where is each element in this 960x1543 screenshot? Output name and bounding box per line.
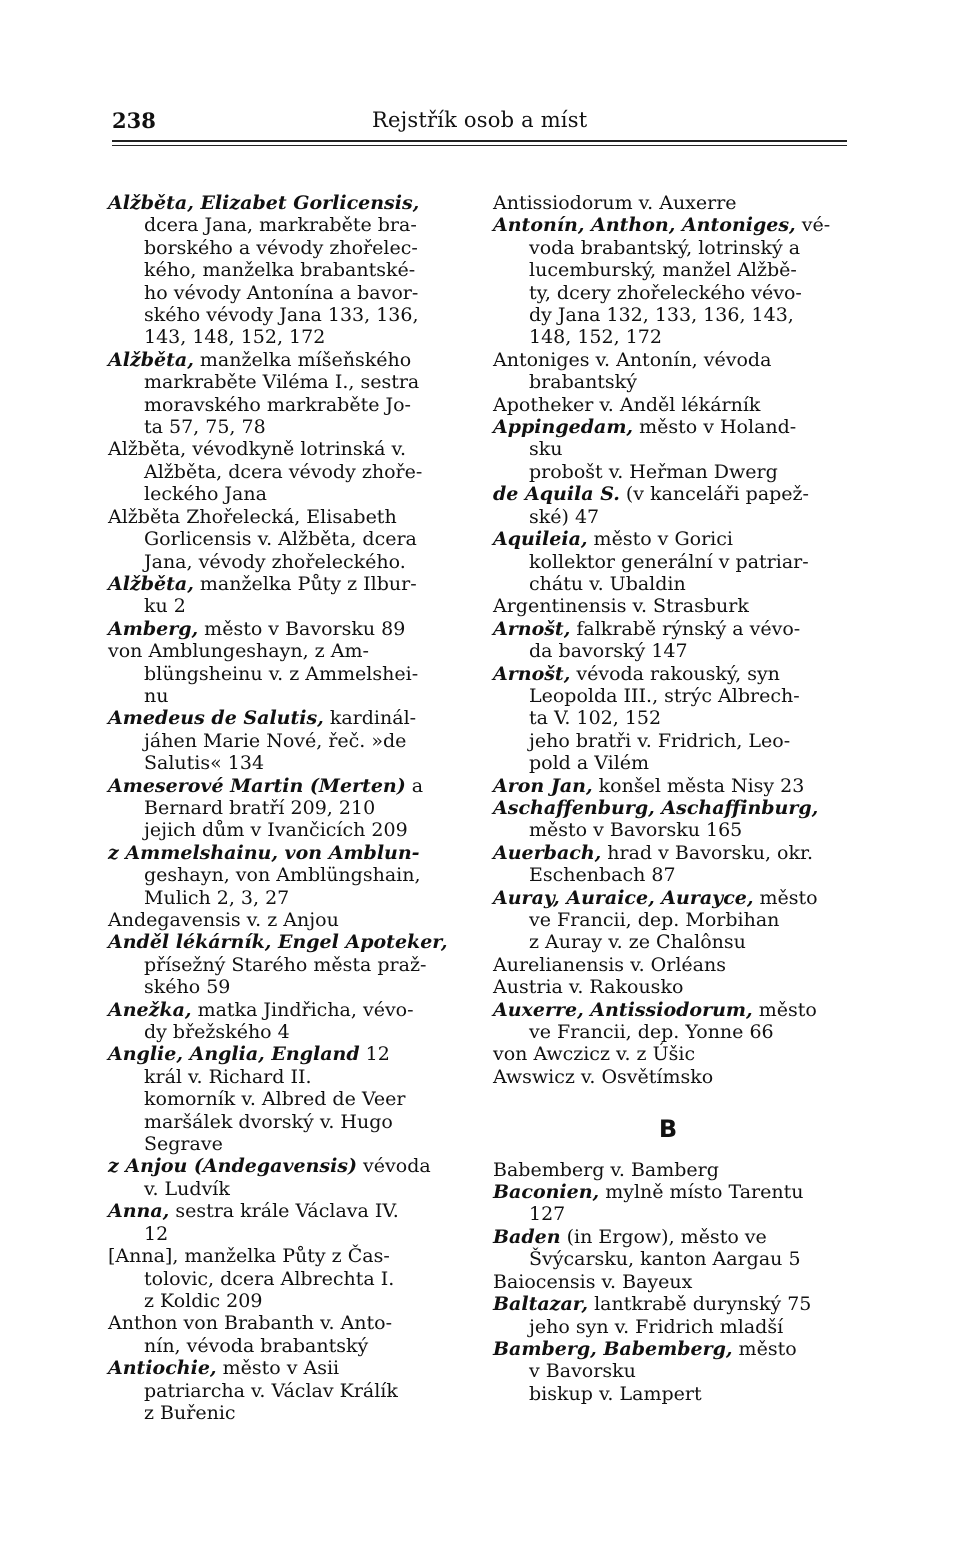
- index-entry: [493, 797, 843, 842]
- entry-text: mylně místo Tarentu: [599, 1181, 804, 1204]
- index-entry: [493, 483, 843, 528]
- entry-continuation-line: z Koldic 209: [144, 1289, 263, 1312]
- entry-text: Baiocensis v. Bayeux: [493, 1270, 693, 1293]
- index-entry: [493, 214, 843, 348]
- entry-headword-line: [108, 999, 458, 1021]
- index-entry: [108, 1312, 458, 1357]
- entry-headword-line: [108, 1200, 458, 1222]
- index-entry: [493, 1338, 843, 1405]
- entry-headword: Alžběta, Elizabet Gorlicensis,: [108, 192, 420, 214]
- entry-headword-line: [493, 797, 843, 819]
- entry-continuation-line: moravského markraběte Jo-: [144, 393, 411, 416]
- entry-continuation-line: chátu v. Ubaldin: [529, 572, 686, 595]
- entry-continuation-line: nu: [144, 684, 169, 707]
- entry-continuation-line: ského 59: [144, 976, 231, 999]
- entry-headword-line: [108, 618, 458, 640]
- entry-headword-line: [108, 192, 458, 214]
- entry-text: falkrabě rýnský a vévo-: [570, 617, 801, 640]
- entry-continuation-line: město v Bavorsku 165: [529, 819, 743, 842]
- entry-headword-line: [108, 573, 458, 595]
- entry-continuation-line: borského a vévody zhořelec-: [144, 236, 418, 259]
- entry-continuation-line: v. Ludvík: [144, 1177, 230, 1200]
- entry-text: (in Ergow), město ve: [560, 1225, 767, 1248]
- entry-headword-line: [493, 214, 843, 236]
- entry-headword: Anglie, Anglia, England: [108, 1043, 360, 1066]
- entry-continuation-line: král v. Richard II.: [144, 1065, 312, 1088]
- entry-continuation-line: ty, dcery zhořeleckého vévo-: [529, 281, 802, 304]
- entry-continuation-line: 12: [144, 1222, 169, 1245]
- index-entry: [493, 1181, 843, 1226]
- index-entry: [493, 887, 843, 954]
- entry-headword-line: [493, 842, 843, 864]
- entry-headword-line: [493, 1043, 843, 1065]
- index-entry: [493, 842, 843, 887]
- entry-headword: Baden: [493, 1225, 561, 1248]
- entry-text: konšel města Nisy 23: [592, 774, 805, 797]
- entry-headword-line: [493, 775, 843, 797]
- entry-text: město: [753, 886, 818, 909]
- entry-headword: Amedeus de Salutis,: [108, 707, 324, 730]
- index-entry: [108, 506, 458, 573]
- entry-continuation-line: markraběte Viléma I., sestra: [144, 371, 420, 394]
- entry-text: 12: [359, 1043, 390, 1066]
- entry-headword-line: [493, 1181, 843, 1203]
- entry-continuation-line: ve Francii, dep. Morbihan: [529, 909, 780, 931]
- entry-continuation-line: sku: [529, 438, 563, 461]
- entry-headword-line: [493, 1226, 843, 1248]
- entry-continuation-line: Švýcarsku, kanton Aargau 5: [529, 1248, 801, 1271]
- entry-headword-line: [108, 1357, 458, 1379]
- entry-headword: Alžběta,: [108, 572, 194, 595]
- index-column-right: [493, 192, 843, 1405]
- entry-headword-line: [108, 1043, 458, 1065]
- entry-text: Argentinensis v. Strasburk: [493, 595, 749, 618]
- entry-headword-line: [493, 663, 843, 685]
- entry-headword: Anežka,: [108, 998, 192, 1021]
- index-entry: [108, 618, 458, 640]
- entry-continuation-line: Bernard bratří 209, 210: [144, 796, 376, 819]
- entry-text: město: [732, 1337, 797, 1360]
- header-rule: [112, 140, 847, 142]
- index-entry: [108, 438, 458, 505]
- entry-continuation-line: komorník v. Albred de Veer: [144, 1088, 406, 1111]
- entry-headword-line: [493, 1066, 843, 1088]
- entry-text: město v Holand-: [633, 416, 797, 439]
- entry-headword: Amberg,: [108, 617, 199, 640]
- index-entry: [108, 1357, 458, 1424]
- entry-text: Alžběta, vévodkyně lotrinská v.: [108, 438, 407, 461]
- index-entry: [493, 999, 843, 1044]
- index-entry: [108, 573, 458, 618]
- entry-continuation-line: tolovic, dcera Albrechta I.: [144, 1267, 395, 1290]
- entry-headword-line: [493, 1271, 843, 1293]
- entry-continuation-line: nín, vévoda brabantský: [144, 1334, 369, 1357]
- entry-continuation-line: ta V. 102, 152: [529, 707, 662, 730]
- entry-headword: Arnošt,: [493, 617, 571, 640]
- index-entry: [493, 528, 843, 595]
- entry-continuation-line: jáhen Marie Nové, řeč. »de: [144, 729, 407, 752]
- entry-continuation-line: ve Francii, dep. Yonne 66: [529, 1021, 774, 1044]
- index-entry: [108, 1200, 458, 1245]
- entry-headword: Baconien,: [493, 1181, 600, 1204]
- index-entry: [493, 954, 843, 976]
- entry-text: [Anna], manželka Půty z Čas-: [108, 1245, 390, 1268]
- entry-headword: z Ammelshainu, von Amblun-: [108, 841, 420, 864]
- entry-headword-line: [493, 1159, 843, 1181]
- index-entry: [493, 416, 843, 483]
- entry-headword-line: [493, 528, 843, 550]
- entry-headword: Antiochie,: [108, 1357, 217, 1380]
- entry-continuation-line: brabantský: [529, 371, 637, 394]
- index-entry: [493, 192, 843, 214]
- entry-text: Awswicz v. Osvětímsko: [493, 1065, 714, 1088]
- entry-headword-line: [108, 1312, 458, 1334]
- entry-headword: Aquileia,: [493, 528, 588, 551]
- entry-text: Aurelianensis v. Orléans: [493, 953, 726, 976]
- index-entry: [108, 775, 458, 842]
- entry-headword-line: [493, 416, 843, 438]
- index-entry: [493, 394, 843, 416]
- entry-headword-line: [493, 394, 843, 416]
- index-column-left: [108, 192, 458, 1424]
- entry-headword-line: [108, 506, 458, 528]
- entry-continuation-line: geshayn, von Amblüngshain,: [144, 864, 421, 887]
- entry-continuation-line: z Buřenic: [144, 1401, 236, 1424]
- entry-continuation-line: z Auray v. ze Chalônsu: [529, 931, 746, 954]
- entry-headword: de Aquila S.: [493, 483, 620, 506]
- entry-headword: Alžběta,: [108, 348, 194, 371]
- section-letter: B: [658, 1115, 678, 1144]
- entry-continuation-line: maršálek dvorský v. Hugo: [144, 1110, 393, 1133]
- entry-text: Andegavensis v. z Anjou: [108, 909, 339, 931]
- index-entry: [108, 999, 458, 1044]
- entry-continuation-line: dcera Jana, markraběte bra-: [144, 214, 417, 237]
- entry-headword-line: [493, 483, 843, 505]
- entry-continuation-line: kollektor generální v patriar-: [529, 550, 809, 573]
- index-entry: [108, 349, 458, 439]
- entry-text: a: [405, 774, 424, 797]
- entry-continuation-line: ku 2: [144, 595, 186, 618]
- entry-headword: Ameserové Martin (Merten): [108, 774, 406, 797]
- header-rule-thin: [112, 145, 847, 146]
- entry-continuation-line: Leopolda III., strýc Albrech-: [529, 684, 800, 707]
- entry-headword-line: [108, 1245, 458, 1267]
- index-entry: [493, 976, 843, 998]
- entry-continuation-line: da bavorský 147: [529, 640, 688, 663]
- entry-headword: Auxerre, Antissiodorum,: [493, 998, 753, 1021]
- entry-continuation-line: ho vévody Antonína a bavor-: [144, 281, 419, 304]
- entry-headword-line: [493, 954, 843, 976]
- index-entry: [493, 663, 843, 775]
- entry-continuation-line: Gorlicensis v. Alžběta, dcera: [144, 528, 417, 551]
- entry-headword: Baltazar,: [493, 1293, 589, 1316]
- entry-continuation-line: v Bavorsku: [529, 1360, 636, 1383]
- entry-headword: Anděl lékárník, Engel Apoteker,: [108, 931, 448, 954]
- entry-headword-line: [493, 1338, 843, 1360]
- entry-continuation-line: ského vévody Jana 133, 136,: [144, 304, 419, 327]
- index-entry: [493, 1226, 843, 1271]
- entry-continuation-line: kého, manželka brabantské-: [144, 259, 416, 282]
- page-number: 238: [112, 108, 156, 133]
- entry-headword-line: [493, 595, 843, 617]
- index-entry: [493, 1066, 843, 1088]
- entry-continuation-line: ské) 47: [529, 505, 600, 528]
- entry-continuation-line: Alžběta, dcera vévody zhoře-: [144, 460, 423, 483]
- entry-headword-line: [493, 1293, 843, 1315]
- index-entry: [493, 1271, 843, 1293]
- entry-headword: Auray, Auraice, Aurayce,: [493, 886, 754, 909]
- index-entry: [108, 1155, 458, 1200]
- entry-text: manželka míšeňského: [193, 348, 412, 371]
- index-entry: [493, 775, 843, 797]
- index-entry: [108, 707, 458, 774]
- entry-headword-line: [493, 618, 843, 640]
- entry-text: vévoda: [357, 1155, 431, 1178]
- index-entry: [108, 192, 458, 349]
- index-entry: [493, 1159, 843, 1181]
- index-section-b: [493, 1159, 843, 1405]
- entry-continuation-line: jeho syn v. Fridrich mladší: [529, 1315, 784, 1338]
- entry-headword-line: [108, 909, 458, 931]
- entry-continuation-line: voda brabantský, lotrinský a: [529, 236, 801, 259]
- entry-continuation-line: biskup v. Lampert: [529, 1382, 702, 1405]
- entry-text: von Awczicz v. z Úšic: [493, 1043, 696, 1066]
- entry-text: Austria v. Rakousko: [493, 976, 684, 999]
- entry-headword: z Anjou (Andegavensis): [108, 1155, 357, 1178]
- entry-text: město v Gorici: [587, 528, 733, 551]
- index-section-a-continued: [493, 192, 843, 1088]
- entry-text: Antissiodorum v. Auxerre: [493, 192, 737, 214]
- entry-headword-line: [493, 887, 843, 909]
- entry-headword-line: [493, 349, 843, 371]
- entry-headword-line: [108, 707, 458, 729]
- index-entry: [493, 618, 843, 663]
- entry-continuation-line: jeho bratři v. Fridrich, Leo-: [529, 729, 791, 752]
- entry-text: (v kanceláři papež-: [619, 483, 809, 506]
- entry-headword-line: [108, 349, 458, 371]
- entry-headword-line: [108, 640, 458, 662]
- entry-text: město v Asii: [216, 1357, 340, 1380]
- entry-headword: Aschaffenburg, Aschaffinburg,: [493, 796, 819, 819]
- entry-text: kardinál-: [323, 707, 417, 730]
- entry-continuation-line: patriarcha v. Václav Králík: [144, 1379, 398, 1402]
- entry-continuation-line: leckého Jana: [144, 483, 267, 506]
- entry-text: Babemberg v. Bamberg: [493, 1158, 719, 1181]
- index-entry: [493, 1043, 843, 1065]
- entry-continuation-line: Jana, vévody zhořeleckého.: [144, 550, 406, 573]
- index-entry: [108, 1043, 458, 1155]
- index-entry: [493, 1293, 843, 1338]
- entry-text: sestra krále Václava IV.: [169, 1200, 399, 1223]
- entry-continuation-line: Mulich 2, 3, 27: [144, 886, 290, 909]
- entry-text: von Amblungeshayn, z Am-: [108, 640, 369, 663]
- entry-headword: Anna,: [108, 1200, 170, 1223]
- entry-continuation-line: ta 57, 75, 78: [144, 416, 266, 439]
- entry-headword-line: [493, 999, 843, 1021]
- index-entry: [108, 640, 458, 707]
- index-entry: [108, 931, 458, 998]
- entry-continuation-line: lucemburský, manžel Alžbě-: [529, 259, 797, 282]
- entry-headword: Bamberg, Babemberg,: [493, 1337, 733, 1360]
- entry-headword: Appingedam,: [493, 416, 634, 439]
- entry-continuation-line: 148, 152, 172: [529, 326, 662, 349]
- entry-text: manželka Půty z Ilbur-: [193, 572, 417, 595]
- entry-headword-line: [493, 192, 843, 214]
- entry-continuation-line: pold a Vilém: [529, 752, 650, 775]
- entry-text: vévoda rakouský, syn: [570, 662, 780, 685]
- entry-continuation-line: dy břežského 4: [144, 1021, 290, 1044]
- entry-headword-line: [108, 1155, 458, 1177]
- entry-continuation-line: blüngsheinu v. z Ammelshei-: [144, 662, 419, 685]
- entry-text: Anthon von Brabanth v. Anto-: [108, 1312, 393, 1335]
- index-entry: [108, 1245, 458, 1312]
- entry-text: Alžběta Zhořelecká, Elisabeth: [108, 505, 397, 528]
- entry-text: hrad v Bavorsku, okr.: [601, 841, 814, 864]
- index-entry: [108, 842, 458, 909]
- entry-text: město v Bavorsku 89: [198, 617, 406, 640]
- entry-text: vé-: [795, 214, 831, 237]
- entry-text: lantkrabě durynský 75: [588, 1293, 812, 1316]
- entry-continuation-line: Segrave: [144, 1133, 223, 1156]
- entry-text: Antoniges v. Antonín, vévoda: [493, 348, 772, 371]
- entry-headword-line: [108, 438, 458, 460]
- entry-text: město: [752, 998, 817, 1021]
- entry-text: Apotheker v. Anděl lékárník: [493, 393, 761, 416]
- page-header: [112, 98, 847, 138]
- entry-continuation-line: dy Jana 132, 133, 136, 143,: [529, 304, 794, 327]
- running-title: Rejstřík osob a míst: [372, 108, 588, 132]
- entry-continuation-line: 143, 148, 152, 172: [144, 326, 326, 349]
- entry-headword-line: [108, 775, 458, 797]
- entry-headword-line: [493, 976, 843, 998]
- entry-headword-line: [108, 931, 458, 953]
- entry-continuation-line: 127: [529, 1203, 566, 1226]
- entry-headword: Antonín, Anthon, Antoniges,: [493, 214, 796, 237]
- entry-continuation-line: jejich dům v Ivančicích 209: [144, 819, 408, 842]
- entry-continuation-line: Eschenbach 87: [529, 864, 676, 887]
- entry-text: matka Jindřicha, vévo-: [191, 998, 414, 1021]
- index-entry: [493, 595, 843, 617]
- entry-headword: Aron Jan,: [493, 774, 593, 797]
- index-entry: [108, 909, 458, 931]
- entry-continuation-line: Salutis« 134: [144, 752, 265, 775]
- entry-continuation-line: probošt v. Heřman Dwerg: [529, 460, 778, 483]
- index-entry: [493, 349, 843, 394]
- entry-headword: Arnošt,: [493, 662, 571, 685]
- entry-headword: Auerbach,: [493, 841, 602, 864]
- entry-continuation-line: přísežný Starého města praž-: [144, 953, 427, 976]
- entry-headword-line: [108, 842, 458, 864]
